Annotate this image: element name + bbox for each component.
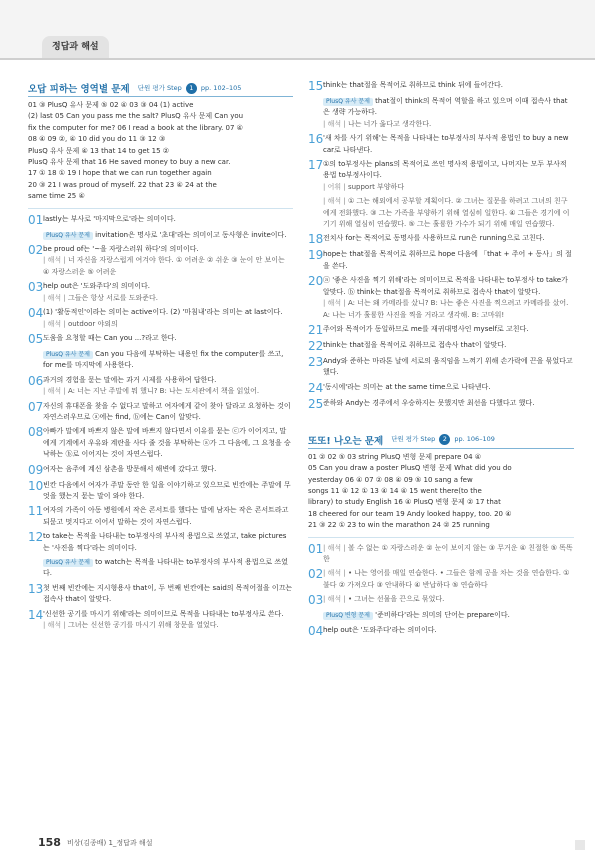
- plusq-tag: PlusQ 유사 문제: [43, 559, 93, 567]
- plusq-tag: PlusQ 유사 문제: [43, 351, 93, 359]
- step-badge: 2: [439, 434, 450, 445]
- item-body: [43, 349, 293, 372]
- plusq-tag: PlusQ 유사 문제: [43, 232, 93, 240]
- item-body: [323, 324, 574, 337]
- answer-line: (2) last 05 Can you pass me the salt? PlusQ 유사 문제 Can you: [28, 112, 244, 121]
- item-note: [323, 119, 574, 130]
- item-number: [308, 196, 323, 230]
- item-number: 17: [308, 158, 324, 173]
- item-text: help out은 '도와주다'의 의미이다.: [43, 282, 150, 291]
- item-text: Can you 다음에 부탁하는 내용인 fix the computer를 쓰고, for me를 마지막에 사용한다.: [43, 349, 284, 370]
- item-body: [43, 333, 293, 346]
- section1-explanations: [28, 214, 293, 632]
- header-rule: [0, 58, 595, 60]
- item-number: 15: [308, 79, 324, 93]
- answer-line: 17 ① 18 ① 19 I hope that we can run together again: [28, 169, 212, 178]
- item-body: [323, 196, 574, 230]
- item-number: 25: [308, 396, 324, 411]
- item-body: [43, 375, 293, 398]
- item-body: [323, 233, 574, 246]
- item-text: '동시에'라는 의미는 at the same time으로 나타낸다.: [323, 382, 491, 391]
- explanation-item: [28, 531, 293, 554]
- item-note: [43, 620, 293, 631]
- item-note: [323, 196, 574, 230]
- item-body: [43, 505, 293, 528]
- item-body: [323, 340, 574, 353]
- explanation-item: [28, 583, 293, 606]
- item-text: ①의 to부정사는 plans의 목적어로 쓰인 명사적 용법이고, 나머지는 모두 부사적 용법 to부정사이다.: [323, 160, 567, 180]
- note-mark: | 해석 |: [43, 621, 66, 630]
- explanation-item: [308, 340, 574, 353]
- answer-line: 18 cheered for our team 19 Andy looked happy, too. 20 ④: [308, 509, 512, 518]
- answer-line: 20 ③ 21 I was proud of myself. 22 that 23 ④ 24 at the: [28, 180, 217, 189]
- item-note: [323, 568, 574, 591]
- explanation-item: [28, 426, 293, 460]
- section2-header: [308, 432, 574, 449]
- explanation-item: [308, 80, 574, 93]
- item-body: [323, 543, 574, 566]
- item-body: [43, 281, 293, 304]
- item-body: [43, 401, 293, 424]
- item-text: invitation은 명사로 '초대'라는 의미이고 동사형은 invite이다.: [95, 230, 287, 239]
- item-number: 10: [28, 478, 44, 493]
- item-body: [323, 249, 574, 272]
- note-text: support 부양하다: [347, 182, 405, 191]
- item-note: [43, 255, 293, 278]
- note-text: ① 그는 해외에서 공부할 계획이다. ② 그녀는 질문을 하려고 그녀의 친구에게 전화했다. ③ 그는 가족을 부양하기 위해 열심히 일한다. ④ 그들은 경기에 이기기 위해 열심히 연습했다. ⑤ 그는 훌륭한 가수가 되기 위해 매일 연습했다.: [323, 197, 570, 229]
- explanation-item: [308, 594, 574, 607]
- explanation-item: [28, 480, 293, 503]
- item-number: 16: [308, 132, 324, 147]
- item-number: [28, 230, 43, 241]
- section2-answer-key: [308, 452, 574, 532]
- item-text: help out은 '도와주다'라는 의미이다.: [323, 625, 437, 634]
- explanation-item: [308, 625, 574, 638]
- item-text: lastly는 부사로 '마지막으로'라는 의미이다.: [43, 214, 176, 223]
- item-text: hope는 that절을 목적어로 취하므로 hope 다음에 「that + 주어 + 동사」의 절을 쓴다.: [323, 250, 572, 270]
- item-note: [323, 298, 574, 321]
- item-body: [323, 382, 574, 395]
- item-body: [323, 275, 574, 321]
- item-text: 과거의 경험을 묻는 말에는 과거 시제를 사용하여 답한다.: [43, 375, 217, 384]
- explanation-item: [308, 610, 574, 621]
- item-text: Andy와 준하는 마라톤 날에 서로의 움직임을 느껴기 위해 손가락에 끈을 묶었다고 했다.: [323, 356, 573, 377]
- plusq-tag: PlusQ 유사 문제: [323, 98, 373, 106]
- item-number: 04: [308, 623, 324, 638]
- explanation-item: [308, 249, 574, 272]
- explanation-item: [308, 275, 574, 321]
- plusq-tag: PlusQ 변형 문제: [323, 612, 373, 620]
- item-body: [43, 307, 293, 330]
- item-text: 여자는 음주에 계신 삼촌을 방문해서 해변에 갔다고 했다.: [43, 464, 217, 473]
- item-number: 09: [28, 462, 44, 477]
- answer-line: songs 11 ④ 12 ① 13 ④ 14 ④ 15 went there(to the: [308, 486, 482, 495]
- section1-header: [28, 80, 293, 97]
- section2-explanations: [308, 543, 574, 638]
- item-text: think는 that절을 목적어로 취하므로 접속사 that이 알맞다.: [323, 340, 507, 349]
- divider: [28, 208, 293, 209]
- item-body: [323, 398, 574, 411]
- answer-line: same time 25 ④: [28, 192, 85, 201]
- explanation-item: [308, 233, 574, 246]
- section1-title: 오답 피하는 영역별 문제: [28, 84, 130, 95]
- section1-answer-key: [28, 100, 293, 203]
- item-number: 11: [28, 504, 44, 519]
- note-text: A: 너는 지난 주말에 뭐 했니? B: 나는 도서관에서 책을 읽었어.: [67, 387, 260, 396]
- item-text: (1) '활동적인'이라는 의미는 active이다. (2) '마침내'라는 의미는 at last이다.: [43, 308, 283, 317]
- item-number: 23: [308, 354, 324, 369]
- item-body: [323, 594, 574, 607]
- item-body: [43, 426, 293, 460]
- item-body: [323, 133, 574, 156]
- item-number: 03: [308, 593, 324, 608]
- item-number: 03: [28, 280, 44, 295]
- explanation-item: [308, 398, 574, 411]
- item-number: 05: [28, 331, 44, 346]
- section2-ref: [391, 434, 495, 445]
- explanation-item: [308, 568, 574, 591]
- note-mark: | 해석 |: [43, 256, 66, 265]
- item-text: 첫 번째 빈칸에는 지시형용사 that이, 두 번째 빈칸에는 said의 목적어절을 이끄는 접속사 that이 알맞다.: [43, 583, 293, 604]
- item-text: to watch는 목적을 나타내는 to부정사의 부사적 용법으로 쓰였다.: [43, 558, 288, 578]
- explanation-item: [28, 609, 293, 632]
- note-text: 그녀는 신선한 공기를 마시기 위해 창문을 열었다.: [67, 621, 219, 630]
- item-note: [323, 594, 574, 605]
- item-body: [43, 214, 293, 227]
- explanation-item: [308, 159, 574, 193]
- section1-ref-prefix: 단원 평가 Step: [137, 83, 182, 92]
- item-body: [323, 356, 574, 379]
- explanation-item: [308, 382, 574, 395]
- item-text: 준하와 Andy는 경주에서 우승하지는 못했지만 최선을 다했다고 했다.: [323, 398, 535, 407]
- answer-line: 01 ② 02 ⑤ 03 string PlusQ 변형 문제 prepare 04 ④: [308, 452, 482, 461]
- answer-line: library) to study English 16 ④ PlusQ 변형 문제 ② 17 that: [308, 498, 501, 507]
- explanation-item: [28, 464, 293, 477]
- item-note: [323, 543, 574, 566]
- item-number: 21: [308, 322, 324, 337]
- item-number: [308, 96, 323, 130]
- item-number: 22: [308, 338, 324, 353]
- explanation-item: [308, 324, 574, 337]
- note-text: 너 자신을 자랑스럽게 여겨야 한다. ① 어려운 ② 쉬운 ③ 눈이 안 보이는 ④ 자랑스러운 ⑤ 어려운: [43, 256, 285, 276]
- item-body: [43, 583, 293, 606]
- item-text: 여자의 가족이 아동 병원에서 작은 콘서트를 했다는 말에 남자는 작은 콘서트라고 되묻고 멋지다고 이어서 말하는 것이 자연스럽다.: [43, 506, 289, 526]
- item-body: [43, 230, 293, 241]
- item-text: '새 차를 사기 위해'는 목적을 나타내는 to부정사의 부사적 용법인 to buy a new car로 나타낸다.: [323, 134, 569, 154]
- section2-ref-prefix: 단원 평가 Step: [391, 435, 436, 444]
- answer-line: 08 ④ 09 ②, ④ 10 did you do 11 ③ 12 ③: [28, 135, 166, 144]
- answer-line: PlusQ 유사 문제 ④ 13 that 14 to get 15 ②: [28, 146, 170, 155]
- section1-pages: pp. 102–105: [200, 83, 242, 92]
- answer-line: 05 Can you draw a poster PlusQ 변형 문제 What did you do: [308, 464, 512, 473]
- explanation-item: [28, 214, 293, 227]
- answer-line: 01 ③ PlusQ 유사 문제 ⑤ 02 ④ 03 ③ 04 (1) active: [28, 101, 194, 109]
- item-text: 주어와 목적어가 동일하므로 me를 재귀대명사인 myself로 고친다.: [323, 324, 529, 333]
- note-text: outdoor 야외의: [67, 319, 118, 328]
- item-body: [323, 80, 574, 93]
- explanation-item: [28, 505, 293, 528]
- section2-title: 또또! 나오는 문제: [308, 435, 384, 447]
- explanation-item: [28, 281, 293, 304]
- explanation-item: [28, 375, 293, 398]
- explanation-item: [308, 196, 574, 230]
- item-text: 도움을 요청할 때는 Can you ...?라고 한다.: [43, 333, 177, 342]
- item-body: [323, 159, 574, 193]
- item-note: [323, 182, 574, 193]
- item-number: 20: [308, 274, 324, 289]
- item-number: 07: [28, 399, 44, 414]
- item-number: [308, 610, 323, 621]
- item-number: [28, 557, 43, 580]
- note-text: 볼 수 없는 ① 자랑스러운 ② 눈이 보이지 않는 ③ 무거운 ④ 친절한 ⑤ 똑똑한: [323, 543, 573, 563]
- item-body: [323, 568, 574, 591]
- item-number: 14: [28, 607, 44, 622]
- note-text: 나는 너가 옳다고 생각한다.: [347, 119, 432, 128]
- item-body: [323, 610, 574, 621]
- section1-ref: [138, 83, 242, 94]
- item-number: 08: [28, 425, 44, 440]
- page-footer: [38, 836, 152, 849]
- explanation-item: [28, 557, 293, 580]
- item-text: to take는 목적을 나타내는 to부정사의 부사적 용법으로 쓰였고, take pictures는 '사진을 찍다'라는 의미이다.: [43, 532, 287, 552]
- item-number: 18: [308, 232, 324, 247]
- item-text: think는 that절을 목적어로 취하므로 think 뒤에 들어간다.: [323, 81, 503, 89]
- item-body: [323, 625, 574, 638]
- item-text: 빈칸 다음에서 여자가 주말 동안 한 일을 이야기하고 있으므로 빈칸에는 주말에 무엇을 했는지 묻는 말이 와야 한다.: [43, 480, 291, 500]
- footer-marker: [575, 840, 585, 850]
- note-mark: | 해석 |: [323, 543, 346, 552]
- explanation-item: [28, 230, 293, 241]
- note-mark: | 해석 |: [323, 595, 346, 604]
- item-number: 13: [28, 581, 44, 596]
- item-body: [43, 464, 293, 477]
- answer-line: fix the computer for me? 06 I read a book at the library. 07 ④: [28, 123, 243, 132]
- page-number: 158: [38, 836, 61, 849]
- item-body: [43, 609, 293, 632]
- item-number: 02: [308, 567, 324, 582]
- item-number: 12: [28, 530, 44, 545]
- right-column: [308, 80, 574, 641]
- explanation-item: [28, 333, 293, 346]
- note-mark: | 해석 |: [323, 299, 346, 308]
- left-column: [28, 80, 293, 634]
- item-text: 전치사 for는 목적어로 동명사를 사용하므로 run은 running으로 고친다.: [323, 234, 545, 243]
- explanation-item: [308, 133, 574, 156]
- item-number: 01: [308, 541, 324, 556]
- note-mark: | 해석 |: [323, 119, 346, 128]
- section1-explanations-cont: [308, 80, 574, 411]
- answer-line: yesterday 06 ④ 07 ② 08 ④ 09 ⑤ 10 sang a few: [308, 475, 473, 484]
- explanation-item: [308, 96, 574, 130]
- item-body: [43, 244, 293, 278]
- item-note: [43, 293, 293, 304]
- item-text: that절이 think의 목적어 역할을 하고 있으며 이때 접속사 that은 생략 가능하다.: [323, 97, 568, 117]
- item-number: 24: [308, 380, 324, 395]
- item-number: 19: [308, 248, 324, 263]
- item-text: 아빠가 말에게 바쁘지 않은 말에 바쁘지 않다면서 이유를 묻는 ⓒ가 이어지고, 말에게 기계에서 우유와 계란을 사다 줄 것을 부탁하는 ⓐ가 그 다음에, 그 요청을 승낙하는 ⓑ로 이어지는 것이 자연스럽다.: [43, 427, 291, 459]
- section-tab: 정답과 해설: [42, 36, 109, 58]
- item-body: [43, 557, 293, 580]
- step-badge: 1: [186, 83, 197, 94]
- explanation-item: [28, 307, 293, 330]
- item-text: ⓐ '좋은 사진을 찍기 위해'라는 의미이므로 목적을 나타내는 to부정사 to take가 알맞다. ⓑ think는 that절을 목적어로 취하므로 접속사 that이 알맞다.: [323, 276, 568, 296]
- explanation-item: [28, 244, 293, 278]
- note-text: • 나는 영어를 매일 연습한다. • 그들은 함께 공을 차는 것을 연습한다. ① 불다 ② 가져오다 ③ 안내하다 ④ 반납하다 ⑤ 연습하다: [323, 569, 570, 589]
- explanation-item: [28, 401, 293, 424]
- note-text: A: 너는 왜 카메라를 샀니? B: 나는 좋은 사진을 찍으려고 카메라를 샀어. A: 나는 너가 훌륭한 사진을 찍을 거라고 생각해. B: 고마워!: [323, 299, 569, 319]
- footer-text: 비상(김종배) 1_정답과 해설: [66, 838, 153, 847]
- item-number: 02: [28, 243, 44, 258]
- item-text: 자신의 휴대폰을 찾을 수 없다고 말하고 여자에게 같이 찾아 달라고 요청하는 것이 자연스러우므로 ⓐ에는 find, ⓑ에는 Can이 알맞다.: [43, 401, 291, 421]
- item-number: [28, 349, 43, 372]
- note-mark: | 해석 |: [323, 197, 346, 206]
- explanation-item: [308, 543, 574, 566]
- explanation-item: [28, 349, 293, 372]
- section2-pages: pp. 106–109: [454, 435, 495, 444]
- divider: [308, 537, 574, 538]
- note-mark: | 해석 |: [323, 569, 346, 578]
- note-text: 그들은 항상 서로를 도와준다.: [67, 293, 158, 302]
- item-note: [43, 319, 293, 330]
- item-text: '준비하다'라는 의미의 단어는 prepare이다.: [375, 611, 510, 620]
- item-number: 06: [28, 373, 44, 388]
- answer-line: 21 ③ 22 ① 23 to win the marathon 24 ② 25 running: [308, 521, 490, 530]
- item-number: 01: [28, 212, 44, 227]
- note-mark: | 해석 |: [43, 387, 66, 396]
- note-text: • 그녀는 선물을 끈으로 묶었다.: [347, 595, 445, 604]
- note-mark: | 해석 |: [43, 319, 66, 328]
- note-mark: | 해석 |: [43, 293, 66, 302]
- item-text: '신선한 공기를 마시기 위해'라는 의미이므로 목적을 나타내는 to부정사로 쓴다.: [43, 609, 284, 618]
- explanation-item: [308, 356, 574, 379]
- item-body: [43, 480, 293, 503]
- item-note: [43, 386, 293, 397]
- item-body: [43, 531, 293, 554]
- answer-line: PlusQ 유사 문제 that 16 He saved money to buy a new car.: [28, 158, 231, 167]
- note-mark: | 어휘 |: [323, 182, 346, 191]
- item-body: [323, 96, 574, 130]
- item-text: be proud of는 '~을 자랑스러워 하다'의 의미이다.: [43, 245, 199, 254]
- item-number: 04: [28, 306, 44, 321]
